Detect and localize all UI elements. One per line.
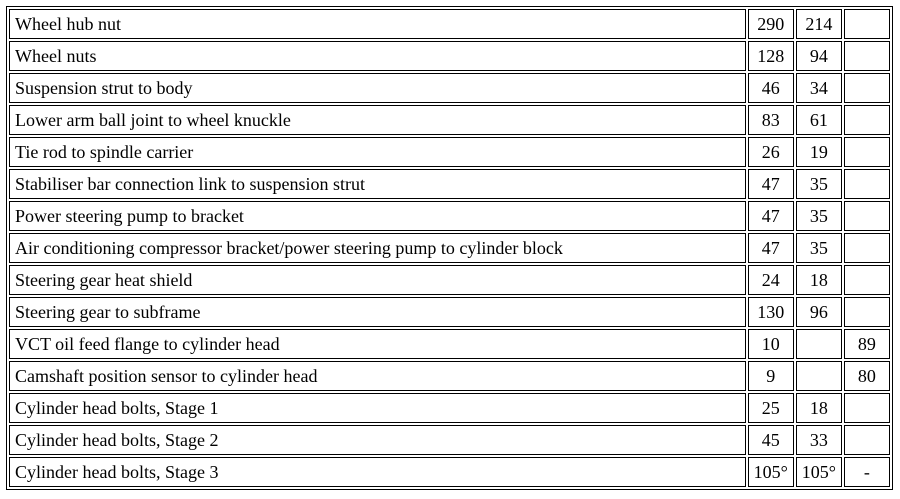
torque-nm-cell: 45 — [748, 425, 794, 455]
torque-nm-cell: 10 — [748, 329, 794, 359]
torque-lbf-ft-cell — [796, 329, 842, 359]
table-row — [9, 457, 890, 487]
torque-lbf-in-cell: - — [844, 457, 890, 487]
component-name-cell: Camshaft position sensor to cylinder head — [9, 361, 746, 391]
torque-nm-cell: 24 — [748, 265, 794, 295]
component-name-cell: Cylinder head bolts, Stage 1 — [9, 393, 746, 423]
torque-lbf-ft-cell: 33 — [796, 425, 842, 455]
torque-lbf-ft-cell — [796, 361, 842, 391]
component-name-cell: Stabiliser bar connection link to suspension strut — [9, 169, 746, 199]
component-name-cell: Cylinder head bolts, Stage 2 — [9, 425, 746, 455]
torque-lbf-in-cell — [844, 297, 890, 327]
table-row — [9, 265, 890, 295]
torque-lbf-in-cell: 80 — [844, 361, 890, 391]
torque-nm-cell: 47 — [748, 169, 794, 199]
torque-lbf-in-cell — [844, 425, 890, 455]
component-name-cell: Cylinder head bolts, Stage 3 — [9, 457, 746, 487]
component-name-cell: Steering gear to subframe — [9, 297, 746, 327]
torque-lbf-ft-cell: 96 — [796, 297, 842, 327]
component-name-cell: Steering gear heat shield — [9, 265, 746, 295]
torque-nm-cell: 46 — [748, 73, 794, 103]
torque-nm-cell: 105° — [748, 457, 794, 487]
torque-lbf-in-cell: 89 — [844, 329, 890, 359]
torque-lbf-ft-cell: 34 — [796, 73, 842, 103]
torque-lbf-ft-cell: 19 — [796, 137, 842, 167]
torque-nm-cell: 26 — [748, 137, 794, 167]
torque-lbf-ft-cell: 61 — [796, 105, 842, 135]
torque-lbf-in-cell — [844, 393, 890, 423]
torque-nm-cell: 25 — [748, 393, 794, 423]
torque-lbf-in-cell — [844, 201, 890, 231]
torque-lbf-in-cell — [844, 73, 890, 103]
torque-nm-cell: 47 — [748, 233, 794, 263]
table-row — [9, 425, 890, 455]
component-name-cell: Wheel hub nut — [9, 9, 746, 39]
component-name-cell: Wheel nuts — [9, 41, 746, 71]
component-name-cell: Suspension strut to body — [9, 73, 746, 103]
torque-lbf-in-cell — [844, 9, 890, 39]
torque-spec-body — [9, 9, 890, 487]
torque-lbf-ft-cell: 94 — [796, 41, 842, 71]
component-name-cell: Lower arm ball joint to wheel knuckle — [9, 105, 746, 135]
torque-lbf-ft-cell: 35 — [796, 169, 842, 199]
component-name-cell: VCT oil feed flange to cylinder head — [9, 329, 746, 359]
table-row — [9, 297, 890, 327]
torque-lbf-ft-cell: 35 — [796, 233, 842, 263]
table-row — [9, 329, 890, 359]
torque-lbf-in-cell — [844, 41, 890, 71]
table-row — [9, 393, 890, 423]
table-row — [9, 233, 890, 263]
torque-nm-cell: 128 — [748, 41, 794, 71]
torque-nm-cell: 9 — [748, 361, 794, 391]
table-row — [9, 361, 890, 391]
component-name-cell: Tie rod to spindle carrier — [9, 137, 746, 167]
table-row — [9, 9, 890, 39]
torque-spec-table — [6, 6, 893, 490]
torque-nm-cell: 290 — [748, 9, 794, 39]
table-row — [9, 73, 890, 103]
torque-lbf-in-cell — [844, 105, 890, 135]
torque-lbf-in-cell — [844, 233, 890, 263]
torque-lbf-ft-cell: 18 — [796, 393, 842, 423]
torque-lbf-ft-cell: 105° — [796, 457, 842, 487]
torque-nm-cell: 130 — [748, 297, 794, 327]
torque-lbf-ft-cell: 18 — [796, 265, 842, 295]
torque-nm-cell: 83 — [748, 105, 794, 135]
component-name-cell: Power steering pump to bracket — [9, 201, 746, 231]
table-row — [9, 105, 890, 135]
torque-lbf-in-cell — [844, 137, 890, 167]
component-name-cell: Air conditioning compressor bracket/power steering pump to cylinder block — [9, 233, 746, 263]
torque-lbf-in-cell — [844, 265, 890, 295]
torque-lbf-ft-cell: 35 — [796, 201, 842, 231]
torque-lbf-in-cell — [844, 169, 890, 199]
table-row — [9, 169, 890, 199]
table-row — [9, 201, 890, 231]
table-row — [9, 41, 890, 71]
table-row — [9, 137, 890, 167]
torque-nm-cell: 47 — [748, 201, 794, 231]
torque-lbf-ft-cell: 214 — [796, 9, 842, 39]
